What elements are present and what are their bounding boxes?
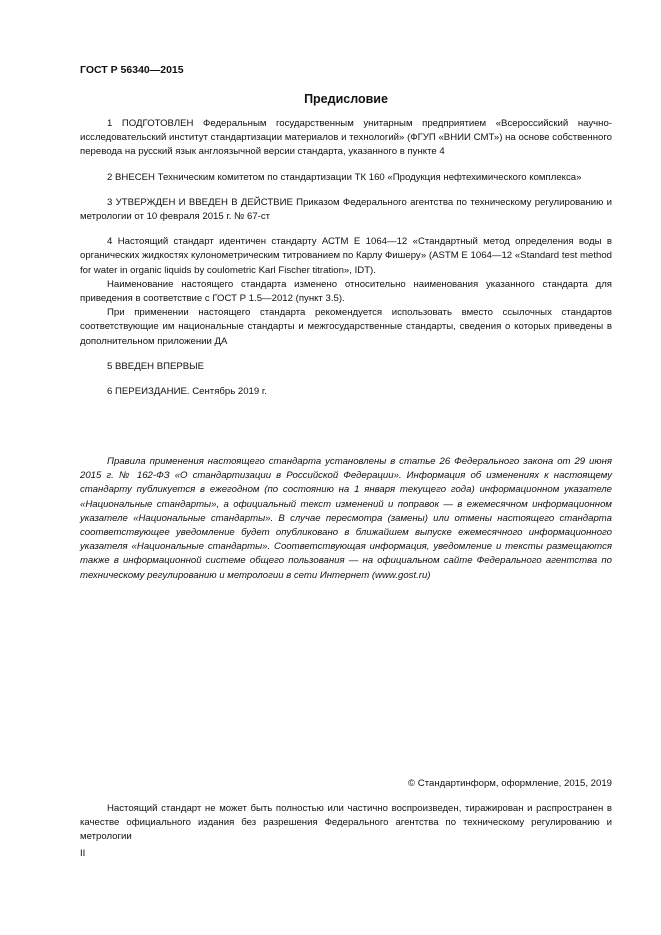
reproduction-text: Настоящий стандарт не может быть полностью или частично воспроизведен, тиражирован и распространен в качестве официального издания без разрешения Федерального агентства по техническому регулированию и метрологии: [80, 803, 612, 843]
preface-item-4-note-refs: При применении настоящего стандарта рекомендуется использовать вместо ссылочных стандартов соответствующие им национальные стандарты и межгосударственные стандарты, сведения о которых приведены в дополнительном приложении ДА: [80, 307, 612, 347]
preface-item-6: 6 ПЕРЕИЗДАНИЕ. Сентябрь 2019 г.: [107, 386, 267, 398]
reproduction-notice: [80, 802, 612, 845]
preface-body: [80, 117, 612, 399]
copyright-line: © Стандартинформ, оформление, 2015, 2019: [408, 778, 612, 789]
preface-title: Предисловие: [304, 92, 388, 106]
preface-item-4: 4 Настоящий стандарт идентичен стандарту АСТМ Е 1064—12 «Стандартный метод определения воды в органических жидкостях кулонометрическим титрованием по Карлу Фишеру» (ASTM E 1064—12 «Standard test method for water in organic liquids by coulometric Karl Fischer titration», IDT).: [80, 236, 612, 276]
preface-item-1: 1 ПОДГОТОВЛЕН Федеральным государственным унитарным предприятием «Всероссийский научно-исследовательский институт стандартизации материалов и технологий» (ФГУП «ВНИИ СМТ») на основе собственного перевода на русский язык англоязычной версии стандарта, указанного в пункте 4: [80, 118, 612, 158]
preface-item-2: 2 ВНЕСЕН Техническим комитетом по стандартизации ТК 160 «Продукция нефтехимического комплекса»: [107, 171, 582, 183]
notice-text: Правила применения настоящего стандарта установлены в статье 26 Федерального закона от 29 июня 2015 г. № 162-ФЗ «О стандартизации в Российской Федерации». Информация об изменениях к настоящему стандарту публикуется в ежегодном (по состоянию на 1 января текущего года) информационном указателе «Национальные стандарты», а официальный текст изменений и поправок — в ежемесячном информационном указателе «Национальные стандарты». В случае пересмотра (замены) или отмены настоящего стандарта соответствующее уведомление будет опубликовано в ближайшем выпуске ежемесячного информационного указателя «Национальные стандарты». Соответствующая информация, уведомление и тексты размещаются также в информационной системе общего пользования — на официальном сайте Федерального агентства по техническому регулированию и метрологии в сети Интернет (www.gost.ru): [80, 456, 612, 581]
page-number: II: [80, 848, 86, 859]
preface-item-5: 5 ВВЕДЕН ВПЕРВЫЕ: [107, 360, 205, 372]
application-rules-notice: [80, 455, 612, 583]
preface-item-3: 3 УТВЕРЖДЕН И ВВЕДЕН В ДЕЙСТВИЕ Приказом Федерального агентства по техническому регулированию и метрологии от 10 февраля 2015 г. № 67-ст: [80, 196, 612, 223]
standard-id: ГОСТ Р 56340—2015: [80, 64, 184, 76]
preface-item-4-note-name: Наименование настоящего стандарта изменено относительно наименования указанного стандарта для приведения в соответствие с ГОСТ Р 1.5—2012 (пункт 3.5).: [80, 278, 612, 305]
